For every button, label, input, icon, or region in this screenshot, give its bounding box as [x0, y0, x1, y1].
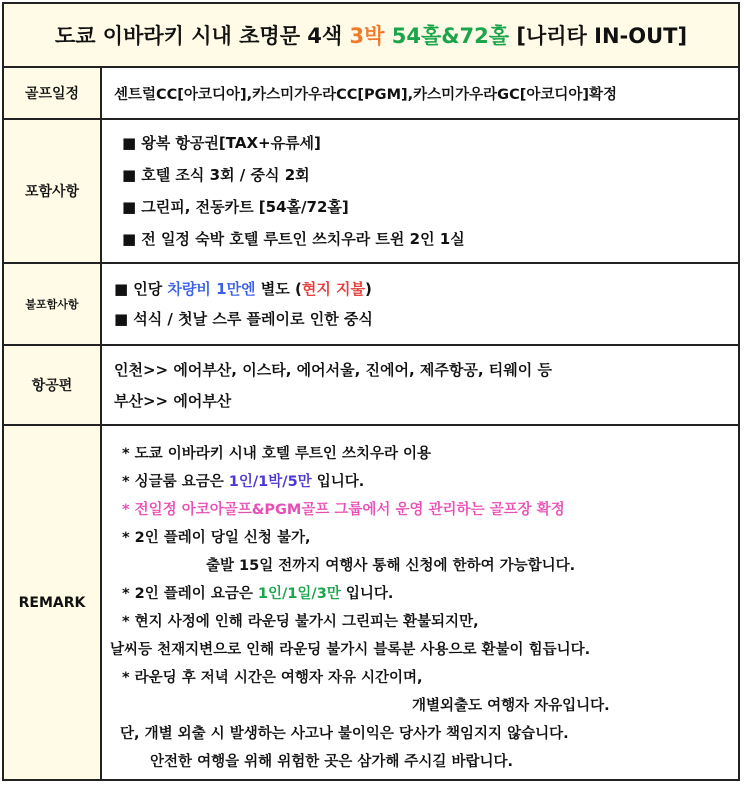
title-holes: 54홀&72홀 — [391, 24, 510, 48]
included-row — [4, 120, 738, 264]
excluded-label: 불포함사항 — [4, 264, 102, 344]
remark-line: * 2인 플레이 요금은 1인/1일/3만 입니다. — [122, 586, 394, 602]
flights-row — [4, 346, 738, 426]
excluded-row — [4, 264, 738, 346]
excluded-content — [102, 264, 738, 344]
remark-line: * 라운딩 후 저녁 시간은 여행자 자유 시간이며, — [122, 670, 423, 686]
two-player-price: 1인/1일/3만 — [257, 586, 341, 602]
bullet-icon: ■ — [122, 166, 137, 184]
included-item: ■ 그린피, 전동카트 [54홀/72홀] — [122, 198, 349, 216]
remark-line: 출발 15일 전까지 여행사 통해 신청에 한하여 가능합니다. — [206, 558, 576, 574]
remark-line: 단, 개별 외출 시 발생하는 사고나 불이익은 당사가 책임지지 않습니다. — [120, 726, 569, 742]
golf-schedule-row — [4, 68, 738, 120]
flights-content — [102, 346, 738, 424]
flights-label: 항공편 — [4, 346, 102, 424]
single-room-price: 1인/1박/5만 — [228, 474, 312, 490]
title-nights: 3박 — [349, 24, 385, 48]
excluded-item: ■ 인당 차량비 1만엔 별도 (현지 지불) — [114, 280, 372, 298]
bullet-icon: ■ — [122, 230, 137, 248]
remark-line: 개별외출도 여행자 자유입니다. — [412, 698, 610, 714]
golf-schedule-label: 골프일정 — [4, 68, 102, 118]
bullet-icon: ■ — [114, 280, 129, 298]
bullet-icon: ■ — [122, 134, 137, 152]
included-item: ■ 호텔 조식 3회 / 중식 2회 — [122, 166, 310, 184]
flights-incheon: 인천>> 에어부산, 이스타, 에어서울, 진에어, 제주항공, 티웨이 등 — [114, 361, 552, 379]
title-airport: [나리타 IN-OUT] — [509, 24, 688, 48]
bullet-icon: ■ — [114, 310, 129, 328]
included-content — [102, 120, 738, 262]
remark-line: * 싱글룸 요금은 1인/1박/5만 입니다. — [122, 474, 365, 490]
remark-line: * 현지 사정에 인해 라운딩 불가시 그린피는 환불되지만, — [122, 614, 479, 630]
itinerary-table — [2, 2, 740, 781]
remark-label: REMARK — [4, 426, 102, 779]
golf-schedule-content — [102, 68, 738, 118]
excluded-item: ■ 석식 / 첫날 스루 플레이로 인한 중식 — [114, 310, 373, 328]
included-item: ■ 왕복 항공권[TAX+유류세] — [122, 134, 321, 152]
remark-row — [4, 426, 738, 779]
remark-line: * 도쿄 이바라키 시내 호텔 루트인 쓰치우라 이용 — [122, 446, 432, 462]
flights-busan: 부산>> 에어부산 — [114, 392, 232, 410]
golf-schedule-text: 센트럴CC[아코디아],카스미가우라CC[PGM],카스미가우라GC[아코디아]확정 — [114, 87, 618, 103]
remark-line: * 전일정 아코아골프&PGM골프 그룹에서 운영 관리하는 골프장 확정 — [122, 502, 565, 518]
title-main: 도쿄 이바라키 시내 초명문 4색 — [54, 24, 350, 48]
remark-line: * 2인 플레이 당일 신청 불가, — [122, 530, 311, 546]
remark-content — [102, 426, 738, 779]
remark-line: 날씨등 천재지변으로 인해 라운딩 불가시 블록분 사용으로 환불이 힘듭니다. — [110, 642, 591, 658]
remark-line: 안전한 여행을 위해 위험한 곳은 삼가해 주시길 바랍니다. — [150, 754, 514, 770]
page-title — [4, 4, 738, 68]
local-payment: 현지 지불 — [301, 280, 366, 298]
bullet-icon: ■ — [122, 198, 137, 216]
included-label: 포함사항 — [4, 120, 102, 262]
included-item: ■ 전 일정 숙박 호텔 루트인 쓰치우라 트윈 2인 1실 — [122, 230, 465, 248]
vehicle-fee: 차량비 1만엔 — [167, 280, 256, 298]
